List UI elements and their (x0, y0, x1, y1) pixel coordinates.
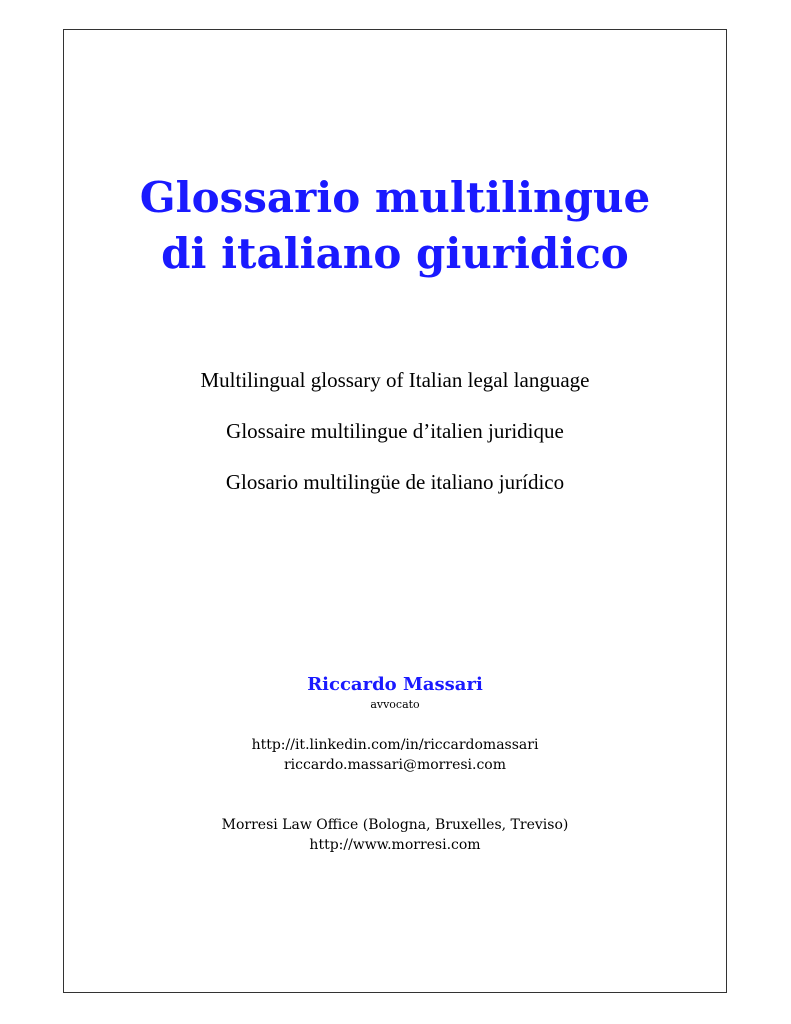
office-info (63, 815, 727, 855)
author-name: Riccardo Massari (307, 674, 483, 695)
subtitle-english: Multilingual glossary of Italian legal language (200, 368, 590, 392)
email-link[interactable]: riccardo.massari@morresi.com (283, 757, 507, 773)
linkedin-link[interactable]: http://it.linkedin.com/in/riccardomassari (251, 737, 539, 753)
document-title (63, 170, 727, 282)
title-line-2: di italiano giuridico (161, 229, 629, 278)
office-website-link[interactable]: http://www.morresi.com (309, 837, 481, 853)
subtitle-french: Glossaire multilingue d’italien juridique (226, 419, 564, 443)
author-block (63, 672, 727, 712)
author-role: avvocato (370, 698, 420, 711)
title-line-1: Glossario multilingue (139, 173, 651, 222)
author-contact (63, 735, 727, 775)
subtitle-spanish: Glosario multilingüe de italiano jurídico (225, 470, 565, 494)
office-name: Morresi Law Office (Bologna, Bruxelles, Treviso) (221, 817, 569, 833)
subtitle-list (63, 364, 727, 517)
